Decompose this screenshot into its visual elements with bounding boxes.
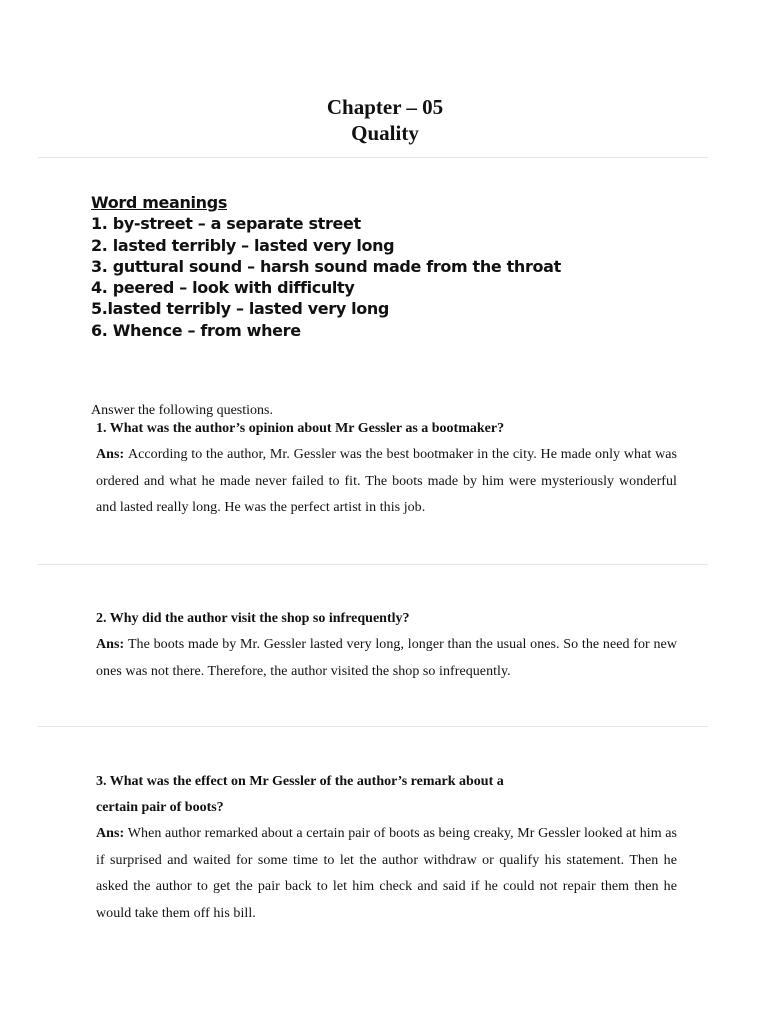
answer-label: Ans: [96, 637, 128, 652]
question-line: certain pair of boots? [96, 800, 224, 815]
answer-text [96, 821, 677, 927]
question-block-3 [96, 769, 677, 927]
word-meanings-list [91, 213, 711, 341]
answer-body: The boots made by Mr. Gessler lasted very long, longer than the usual ones. So the need for new ones was not there. Therefore, the author visited the shop so infrequently. [96, 637, 677, 679]
answer-body: According to the author, Mr. Gessler was the best bootmaker in the city. He made only what was ordered and what he made never failed to fit. The boots made by him were mysteriously wonderful and lasted really long. He was the perfect artist in this job. [96, 447, 677, 515]
divider [38, 564, 708, 565]
question-line: 3. What was the effect on Mr Gessler of the author’s remark about a [96, 774, 504, 789]
answer-label: Ans: [96, 447, 128, 462]
divider [38, 726, 708, 727]
answer-text [96, 632, 677, 685]
word-meaning-item: 4. peered – look with difficulty [91, 278, 355, 298]
chapter-number: Chapter – 05 [326, 95, 444, 119]
word-meaning-item: 1. by-street – a separate street [91, 214, 361, 234]
answer-text [96, 442, 677, 522]
question-text [96, 769, 677, 821]
answer-label: Ans: [96, 826, 128, 841]
divider [38, 157, 708, 158]
answer-body: When author remarked about a certain pair of boots as being creaky, Mr Gessler looked at him as if surprised and waited for some time to let the author withdraw or qualify his statement. Then he asked the author to get the pair back to let him check and said if he could not repair them then he would take them off his bill. [96, 826, 677, 921]
question-block-1 [96, 416, 677, 522]
chapter-title: Quality [351, 121, 419, 145]
word-meanings-section [91, 192, 711, 341]
word-meanings-heading: Word meanings [91, 193, 227, 212]
question-text: 1. What was the author’s opinion about Mr Gessler as a bootmaker? [96, 421, 505, 436]
word-meaning-item: 3. guttural sound – harsh sound made from the throat [91, 256, 561, 276]
word-meaning-item: 5.lasted terribly – lasted very long [91, 299, 390, 319]
question-block-2 [96, 606, 677, 685]
word-meaning-item: 6. Whence – from where [91, 320, 301, 340]
instruction-text: Answer the following questions. [91, 403, 273, 418]
word-meaning-item: 2. lasted terribly – lasted very long [91, 235, 395, 255]
question-text: 2. Why did the author visit the shop so infrequently? [96, 611, 410, 626]
chapter-header [0, 94, 768, 146]
